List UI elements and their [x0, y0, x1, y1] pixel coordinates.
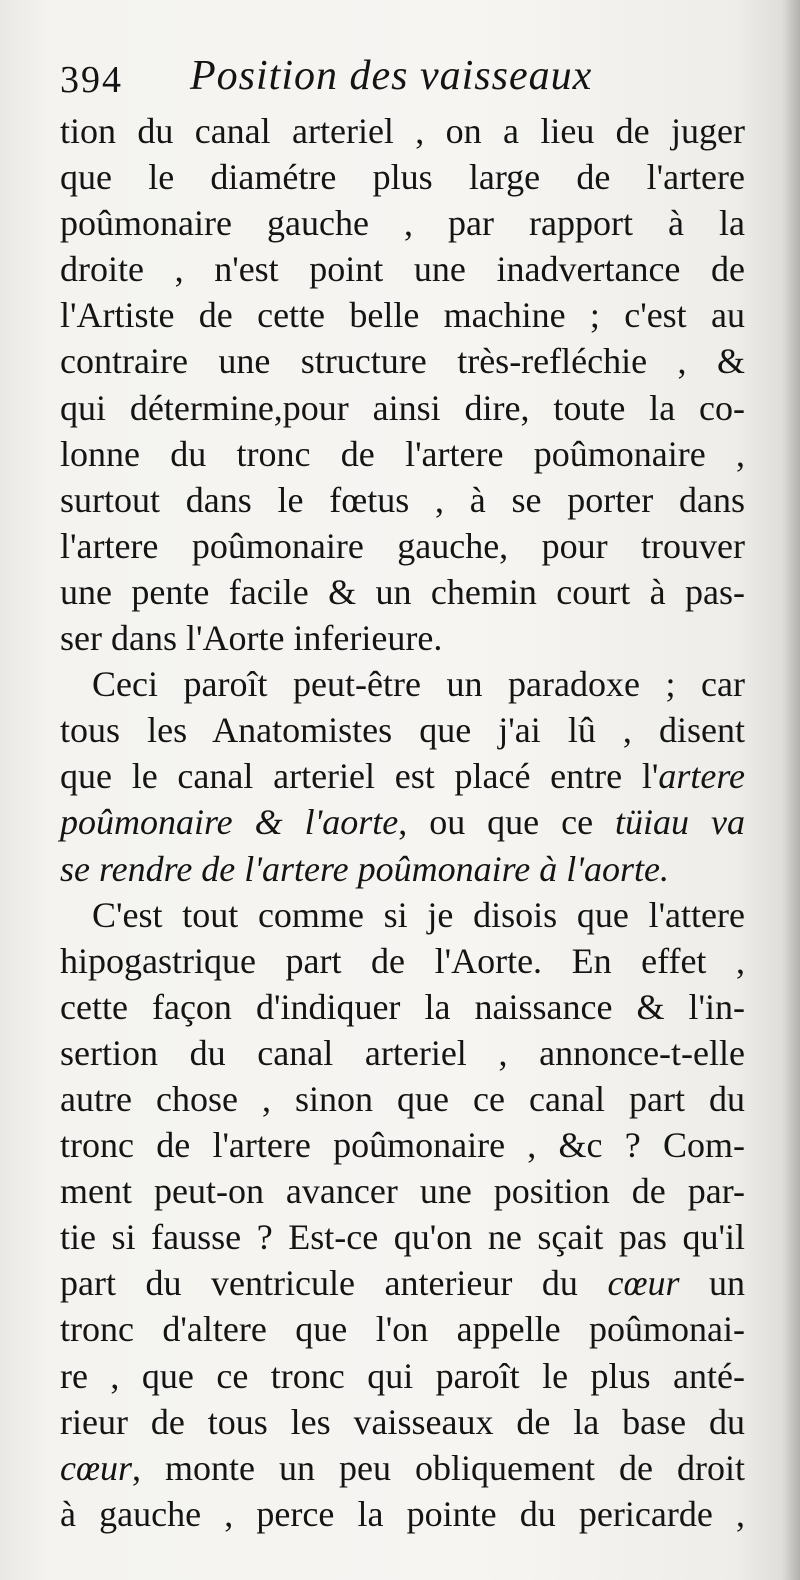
text-line [60, 1260, 745, 1306]
text-segment: l'Artiste de cette belle machine ; c'est au [60, 295, 745, 336]
text-segment: ment peut-on avancer une position de par- [60, 1171, 745, 1212]
text-line [60, 1399, 745, 1445]
italic-text-segment: tüiau va [615, 802, 745, 843]
page-number: 394 [60, 59, 123, 101]
text-segment: lonne du tronc de l'artere poûmonaire , [60, 433, 745, 474]
text-line [60, 338, 745, 384]
text-segment: droite , n'est point une inadvertance de [60, 249, 745, 290]
text-segment: autre chose , sinon que ce canal part du [60, 1078, 745, 1119]
text-segment: une pente facile & un chemin court à pas- [60, 571, 745, 612]
text-segment: re , que ce tronc qui paroît le plus anté- [60, 1355, 745, 1396]
italic-text-segment: cœur [607, 1263, 680, 1304]
text-segment: contraire une structure très-refléchie , & [60, 341, 745, 382]
text-segment: Ceci paroît peut-être un paradoxe ; car [92, 664, 745, 705]
text-segment: sertion du canal arteriel , annonce-t-elle [60, 1032, 745, 1073]
text-segment: C'est tout comme si je disois que l'attere [92, 894, 745, 935]
text-line [60, 477, 745, 523]
text-line [60, 569, 745, 615]
text-line [60, 431, 745, 477]
text-segment: ser dans l'Aorte inferieure. [60, 618, 443, 659]
text-segment: part du ventricule anterieur du [60, 1263, 608, 1304]
text-segment: que le diamétre plus large de l'artere [60, 157, 745, 198]
italic-text-segment: artere [658, 756, 745, 797]
text-segment: hipogastrique part de l'Aorte. En effet , [60, 940, 745, 981]
text-line [60, 615, 745, 661]
text-line [60, 1445, 745, 1491]
text-segment: tous les Anatomistes que j'ai lû , disent [60, 710, 745, 751]
text-segment: , ou que ce [398, 802, 616, 843]
text-line [60, 799, 745, 845]
text-segment: surtout dans le fœtus , à se porter dans [60, 479, 745, 520]
text-line [60, 1168, 745, 1214]
text-line [60, 1491, 745, 1537]
text-segment: poûmonaire gauche , par rapport à la [60, 203, 745, 244]
text-line [60, 1030, 745, 1076]
text-segment: rieur de tous les vaisseaux de la base du [60, 1401, 745, 1442]
running-title: Position des vaisseaux [190, 53, 593, 99]
text-line [60, 385, 745, 431]
text-line [60, 200, 745, 246]
text-line [60, 707, 745, 753]
text-segment: , monte un peu obliquement de droit [132, 1447, 745, 1488]
text-line [60, 108, 745, 154]
text-line [60, 1353, 745, 1399]
text-line [60, 523, 745, 569]
text-line [60, 661, 745, 707]
text-line [60, 938, 745, 984]
text-segment: cette façon d'indiquer la naissance & l'in- [60, 986, 745, 1027]
text-segment: à gauche , perce la pointe du pericarde , [60, 1493, 745, 1534]
text-line [60, 1122, 745, 1168]
text-line [60, 1076, 745, 1122]
text-line [60, 892, 745, 938]
text-segment: tion du canal arteriel , on a lieu de juger [60, 111, 745, 151]
italic-text-segment: se rendre de l'artere poûmonaire à l'aorte. [60, 848, 669, 889]
text-segment: tie si fausse ? Est-ce qu'on ne sçait pas qu'il [60, 1217, 745, 1258]
text-line [60, 1214, 745, 1260]
text-line [60, 1306, 745, 1352]
text-line [60, 753, 745, 799]
text-line [60, 846, 745, 892]
text-line [60, 292, 745, 338]
text-line [60, 246, 745, 292]
text-line [60, 154, 745, 200]
italic-text-segment: poûmonaire & l'aorte [60, 802, 399, 843]
text-segment: tronc d'altere que l'on appelle poûmonai- [60, 1309, 745, 1350]
page-edge-shadow [782, 0, 800, 1580]
text-segment: que le canal arteriel est placé entre l' [60, 756, 659, 797]
text-segment: qui détermine,pour ainsi dire, toute la co- [60, 387, 745, 428]
body-text [60, 108, 745, 1537]
text-segment: l'artere poûmonaire gauche, pour trouver [60, 525, 745, 566]
text-line [60, 984, 745, 1030]
page-header [60, 52, 760, 104]
text-segment: tronc de l'artere poûmonaire , &c ? Com- [60, 1125, 745, 1166]
text-segment: un [679, 1263, 745, 1304]
italic-text-segment: cœur [60, 1447, 132, 1488]
